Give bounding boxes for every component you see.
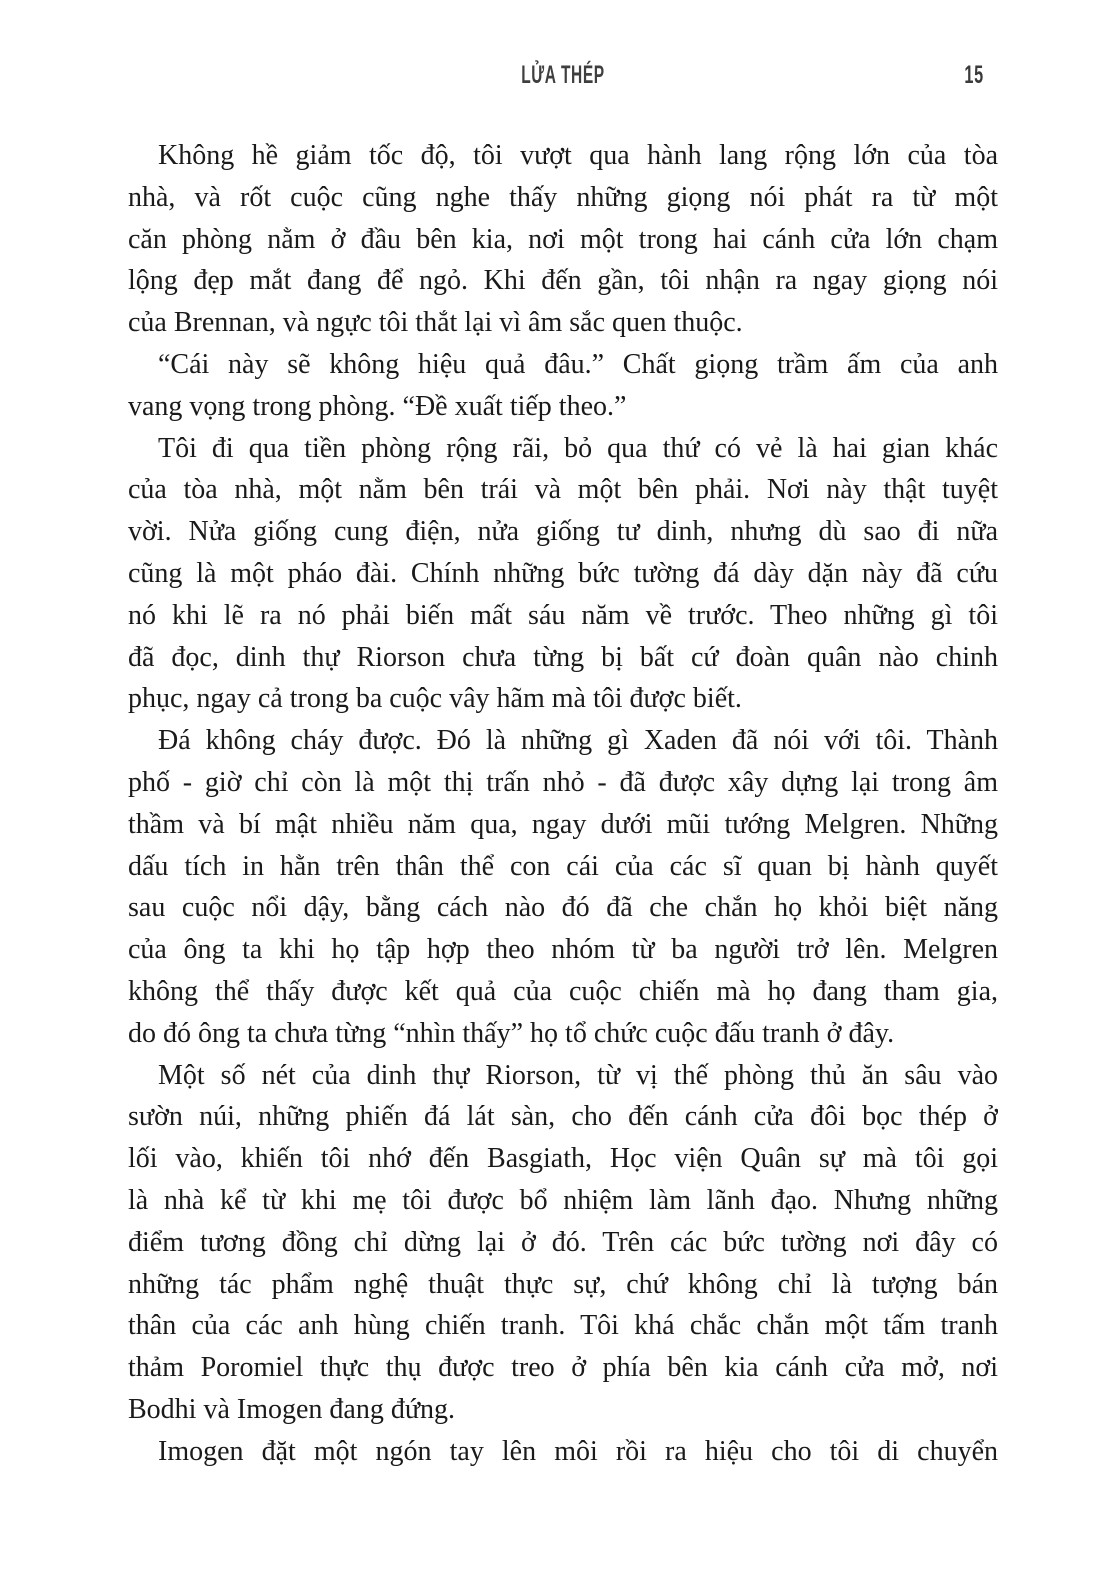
text-line: Imogen đặt một ngón tay lên môi rồi ra hiệu cho tôi di chuyển bbox=[158, 1435, 998, 1467]
running-head-title: LỬA THÉP bbox=[521, 61, 605, 89]
paragraph bbox=[128, 344, 998, 428]
paragraph bbox=[128, 1055, 998, 1431]
text-line: Đá không cháy được. Đó là những gì Xaden đã nói với tôi. Thành bbox=[158, 725, 998, 757]
body-text-column bbox=[128, 135, 998, 1473]
text-line: phố - giờ chỉ còn là một thị trấn nhỏ - đã được xây dựng lại trong âm bbox=[128, 766, 998, 798]
text-line: nó khi lẽ ra nó phải biến mất sáu năm về trước. Theo những gì tôi bbox=[128, 599, 998, 631]
text-line: vang vọng trong phòng. “Đề xuất tiếp theo.” bbox=[128, 390, 627, 422]
text-line: Không hề giảm tốc độ, tôi vượt qua hành lang rộng lớn của tòa bbox=[158, 140, 998, 171]
paragraph bbox=[128, 720, 998, 1054]
page-header bbox=[128, 60, 998, 92]
text-line: căn phòng nằm ở đầu bên kia, nơi một trong hai cánh cửa lớn chạm bbox=[128, 223, 998, 255]
text-line: đã đọc, dinh thự Riorson chưa từng bị bất cứ đoàn quân nào chinh bbox=[128, 641, 998, 673]
text-line: thảm Poromiel thực thụ được treo ở phía bên kia cánh cửa mở, nơi bbox=[128, 1352, 998, 1384]
text-line: thân của các anh hùng chiến tranh. Tôi khá chắc chắn một tấm tranh bbox=[128, 1310, 998, 1342]
text-line: Tôi đi qua tiền phòng rộng rãi, bỏ qua thứ có vẻ là hai gian khác bbox=[158, 432, 998, 464]
text-line: sườn núi, những phiến đá lát sàn, cho đến cánh cửa đôi bọc thép ở bbox=[128, 1101, 998, 1133]
page-number: 15 bbox=[964, 61, 984, 89]
text-line: nhà, và rốt cuộc cũng nghe thấy những giọng nói phát ra từ một bbox=[128, 181, 998, 213]
text-line: lối vào, khiến tôi nhớ đến Basgiath, Học viện Quân sự mà tôi gọi bbox=[128, 1143, 998, 1175]
text-line: của tòa nhà, một nằm bên trái và một bên phải. Nơi này thật tuyệt bbox=[128, 474, 998, 506]
text-line: điểm tương đồng chỉ dừng lại ở đó. Trên các bức tường nơi đây có bbox=[128, 1226, 998, 1258]
text-line: của Brennan, và ngực tôi thắt lại vì âm sắc quen thuộc. bbox=[128, 307, 743, 339]
paragraph bbox=[128, 1431, 998, 1473]
text-line: dấu tích in hằn trên thân thể con cái của các sĩ quan bị hành quyết bbox=[128, 850, 998, 882]
text-line: do đó ông ta chưa từng “nhìn thấy” họ tổ chức cuộc đấu tranh ở đây. bbox=[128, 1017, 895, 1049]
text-line: của ông ta khi họ tập hợp theo nhóm từ ba người trở lên. Melgren bbox=[128, 934, 998, 966]
paragraph bbox=[128, 428, 998, 721]
text-line: những tác phẩm nghệ thuật thực sự, chứ không chỉ là tượng bán bbox=[128, 1268, 998, 1300]
text-line: là nhà kể từ khi mẹ tôi được bổ nhiệm làm lãnh đạo. Nhưng những bbox=[128, 1184, 998, 1216]
text-line: thầm và bí mật nhiều năm qua, ngay dưới mũi tướng Melgren. Những bbox=[128, 808, 998, 840]
paragraph bbox=[128, 135, 998, 344]
text-line: sau cuộc nổi dậy, bằng cách nào đó đã che chắn họ khỏi biệt năng bbox=[128, 892, 998, 924]
text-line: Bodhi và Imogen đang đứng. bbox=[128, 1393, 456, 1425]
text-line: “Cái này sẽ không hiệu quả đâu.” Chất giọng trầm ấm của anh bbox=[158, 348, 998, 380]
text-line: cũng là một pháo đài. Chính những bức tường đá dày dặn này đã cứu bbox=[128, 557, 998, 589]
text-line: không thể thấy được kết quả của cuộc chiến mà họ đang tham gia, bbox=[128, 975, 998, 1007]
text-line: phục, ngay cả trong ba cuộc vây hãm mà tôi được biết. bbox=[128, 683, 742, 715]
text-line: lộng đẹp mắt đang để ngỏ. Khi đến gần, tôi nhận ra ngay giọng nói bbox=[128, 265, 998, 297]
text-line: vời. Nửa giống cung điện, nửa giống tư dinh, nhưng dù sao đi nữa bbox=[128, 516, 998, 548]
text-line: Một số nét của dinh thự Riorson, từ vị thế phòng thủ ăn sâu vào bbox=[158, 1059, 998, 1091]
